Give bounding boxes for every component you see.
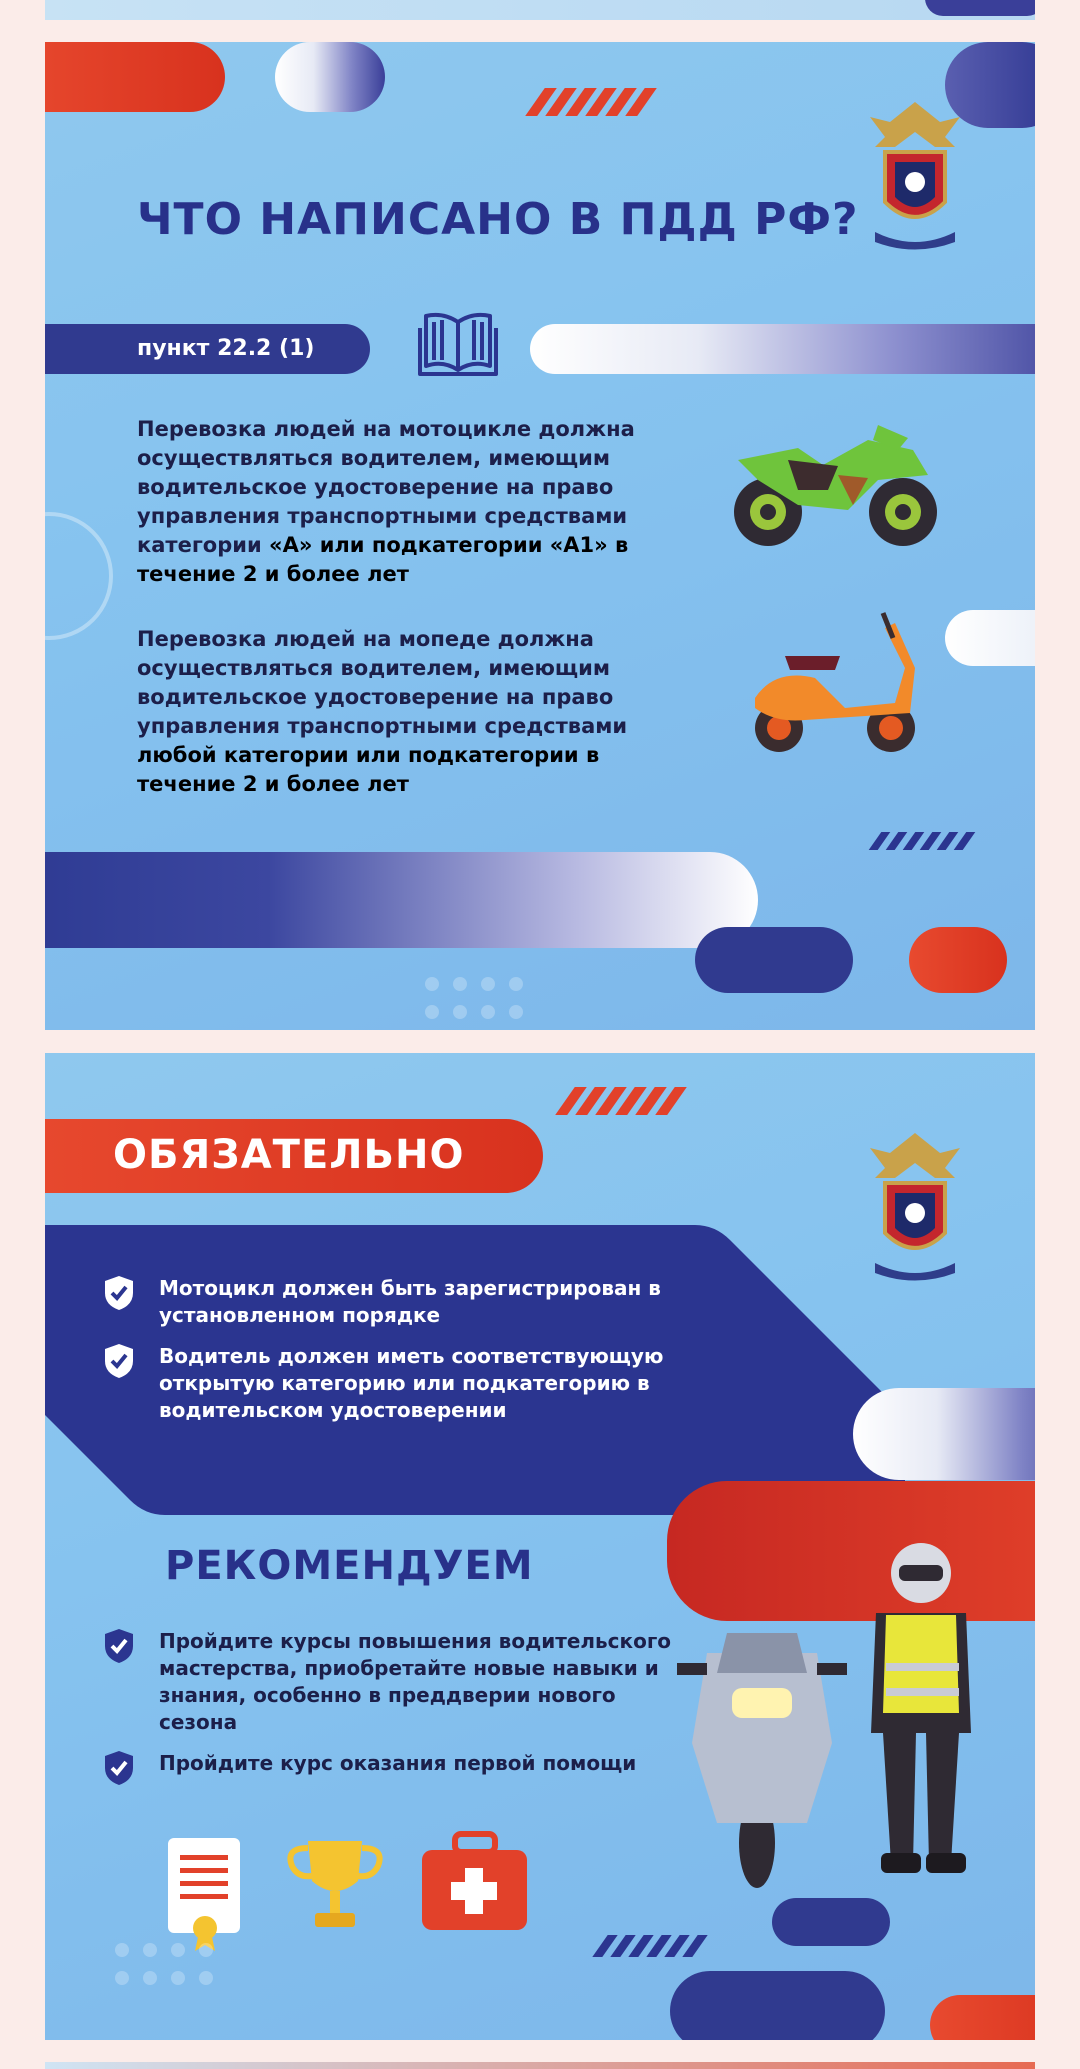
- mandatory-heading: ОБЯЗАТЕЛЬНО: [113, 1132, 465, 1178]
- decor-dots: [425, 977, 523, 1019]
- paragraph-bold: «А» или подкатегории «А1» в течение 2 и более лет: [137, 533, 629, 586]
- decor-navy-pill-2: [772, 1898, 890, 1946]
- decor-white-navy-pill: [530, 324, 1035, 374]
- mandatory-card: [45, 1053, 1035, 2040]
- decor-stripes-red-2: [565, 1087, 677, 1115]
- shield-check-icon: [103, 1275, 135, 1311]
- rule-paragraph-moped: [137, 625, 697, 799]
- shield-check-icon: [103, 1343, 135, 1379]
- mandatory-list: [103, 1275, 743, 1424]
- paragraph-plain: Перевозка людей на мопеде должна осуществляться водителем, имеющим водительское удостоверение на право управления транспортными средствами: [137, 627, 628, 738]
- recommend-item-text: Пройдите курс оказания первой помощи: [159, 1751, 637, 1775]
- mandatory-item-text: Мотоцикл должен быть зарегистрирован в установленном порядке: [159, 1276, 661, 1327]
- decor-red-pill: [45, 42, 225, 112]
- mandatory-heading-pill: [45, 1119, 543, 1193]
- decor-stripes-navy-2: [600, 1935, 700, 1957]
- decor-navy-white-pill: [45, 852, 758, 948]
- recommend-list: [103, 1628, 723, 1786]
- decor-white-pill-right: [945, 610, 1035, 666]
- recommend-item-text: Пройдите курсы повышения водительского мастерства, приобретайте новые навыки и знания, особенно в преддверии нового сезона: [159, 1629, 672, 1734]
- paragraph-bold: любой категории или подкатегории в течение 2 и более лет: [137, 743, 600, 796]
- shield-check-icon: [103, 1750, 135, 1786]
- mandatory-item-text: Водитель должен иметь соответствующую открытую категорию или подкатегорию в водительском удостоверении: [159, 1344, 664, 1422]
- page-title: ЧТО НАПИСАНО В ПДД РФ?: [137, 194, 859, 245]
- decor-navy-pill-3: [670, 1971, 885, 2040]
- rider-icon: [851, 1533, 991, 1893]
- maxi-scooter-icon: [677, 1593, 847, 1893]
- book-icon: [418, 308, 498, 378]
- decor-stripes-red: [535, 88, 647, 116]
- rules-card: [45, 42, 1035, 1030]
- paragraph-plain: Перевозка людей на мотоцикле должна осуществляться водителем, имеющим водительское удостоверение на право управления транспортными средствами категории: [137, 417, 635, 557]
- scooter-icon: [745, 608, 925, 758]
- decor-red-pill-bottom: [909, 927, 1007, 993]
- decor-stripes-navy: [875, 832, 969, 850]
- list-item: [103, 1750, 723, 1786]
- shield-check-icon: [103, 1628, 135, 1664]
- certificate-icon: [160, 1833, 250, 1953]
- previous-card-edge: [45, 0, 1035, 20]
- list-item: [103, 1628, 723, 1736]
- trophy-icon: [280, 1836, 390, 1936]
- first-aid-kit-icon: [417, 1828, 532, 1938]
- decor-dots-2: [115, 1943, 213, 1985]
- decor-white-pill-2: [853, 1388, 1035, 1480]
- decor-white-pill: [275, 42, 385, 112]
- next-card-edge: [45, 2062, 1035, 2069]
- rule-label-pill: [45, 324, 370, 374]
- rule-label: пункт 22.2 (1): [137, 336, 315, 361]
- decor-navy-pill: [695, 927, 853, 993]
- list-item: [103, 1343, 743, 1424]
- list-item: [103, 1275, 743, 1329]
- recommend-heading: РЕКОМЕНДУЕМ: [165, 1543, 534, 1589]
- motorcycle-icon: [728, 420, 948, 550]
- police-emblem-icon: [860, 92, 970, 252]
- decor-circle: [45, 512, 113, 640]
- rule-paragraph-motorcycle: [137, 415, 697, 589]
- decor-red-pill-2: [930, 1995, 1035, 2040]
